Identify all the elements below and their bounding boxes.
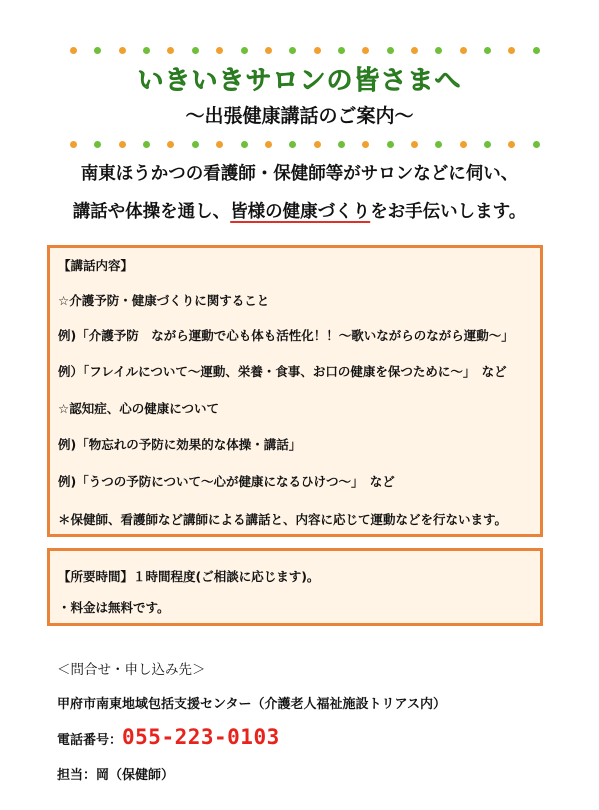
top-dot-border (70, 46, 540, 56)
page-title: いきいきサロンの皆さまへ (137, 66, 462, 96)
lead-line-1: 南東ほうかつの看護師・保健師等がサロンなどに伺い、 (80, 164, 519, 184)
decorative-dot (119, 141, 126, 148)
content-item: 例)「介護予防 ながら運動で心も体も活性化！！～歌いながらのながら運動～」 (58, 328, 514, 343)
decorative-dot (192, 141, 199, 148)
decorative-dot (289, 141, 296, 148)
decorative-dot (143, 141, 150, 148)
contact-heading: ＜問合せ・申し込み先＞ (57, 662, 206, 678)
content-item: ☆認知症、心の健康について (58, 401, 219, 416)
phone-number: 055-223-0103 (122, 725, 280, 749)
decorative-dot (362, 141, 369, 148)
contact-org: 甲府市南東地域包括支援センター（介護老人福祉施設トリアス内） (57, 697, 446, 712)
decorative-dot (484, 141, 491, 148)
decorative-dot (411, 47, 418, 54)
decorative-dot (338, 141, 345, 148)
content-item: 例)「うつの予防について～心が健康になるひけつ～」 など (58, 474, 395, 489)
lead-line-2 (0, 198, 599, 223)
decorative-dot (533, 47, 540, 54)
decorative-dot (70, 47, 77, 54)
decorative-dot (387, 141, 394, 148)
decorative-dot (167, 141, 174, 148)
decorative-dot (338, 47, 345, 54)
page-subtitle: ～出張健康講話のご案内～ (185, 105, 414, 127)
decorative-dot (533, 141, 540, 148)
contact-person: 担当：岡（保健師） (57, 768, 175, 783)
phone-label: 電話番号： (57, 733, 123, 748)
decorative-dot (119, 47, 126, 54)
decorative-dot (362, 47, 369, 54)
content-box (47, 245, 543, 537)
decorative-dot (265, 141, 272, 148)
decorative-dot (484, 47, 491, 54)
decorative-dot (508, 47, 515, 54)
decorative-dot (192, 47, 199, 54)
content-item: 例)「物忘れの予防に効果的な体操・講話」 (58, 437, 302, 452)
decorative-dot (435, 47, 442, 54)
lead-underlined-phrase: 皆様の健康づくり (230, 202, 371, 222)
decorative-dot (289, 47, 296, 54)
decorative-dot (265, 47, 272, 54)
decorative-dot (241, 47, 248, 54)
decorative-dot (435, 141, 442, 148)
decorative-dot (241, 141, 248, 148)
fee-line: ・料金は無料です。 (58, 600, 170, 615)
decorative-dot (94, 141, 101, 148)
decorative-dot (411, 141, 418, 148)
decorative-dot (70, 141, 77, 148)
contact-phone-row (57, 725, 280, 749)
bottom-dot-border (70, 140, 540, 150)
decorative-dot (216, 141, 223, 148)
decorative-dot (314, 141, 321, 148)
decorative-dot (508, 141, 515, 148)
decorative-dot (143, 47, 150, 54)
content-heading: 【講話内容】 (58, 258, 134, 273)
time-box (47, 548, 543, 626)
decorative-dot (94, 47, 101, 54)
lead-line-2-before: 講話や体操を通し、 (72, 202, 231, 222)
time-line: 【所要時間】１時間程度(ご相談に応じます)。 (58, 569, 320, 584)
decorative-dot (167, 47, 174, 54)
decorative-dot (314, 47, 321, 54)
content-note: ＊保健師、看護師など講師による講話と、内容に応じて運動などを行ないます。 (58, 512, 508, 527)
decorative-dot (460, 141, 467, 148)
content-item: 例）「フレイルについて～運動、栄養・食事、お口の健康を保つために～」 など (58, 364, 507, 379)
decorative-dot (460, 47, 467, 54)
decorative-dot (387, 47, 394, 54)
lead-line-2-after: をお手伝いします。 (370, 202, 527, 222)
decorative-dot (216, 47, 223, 54)
content-item: ☆介護予防・健康づくりに関すること (58, 293, 270, 308)
